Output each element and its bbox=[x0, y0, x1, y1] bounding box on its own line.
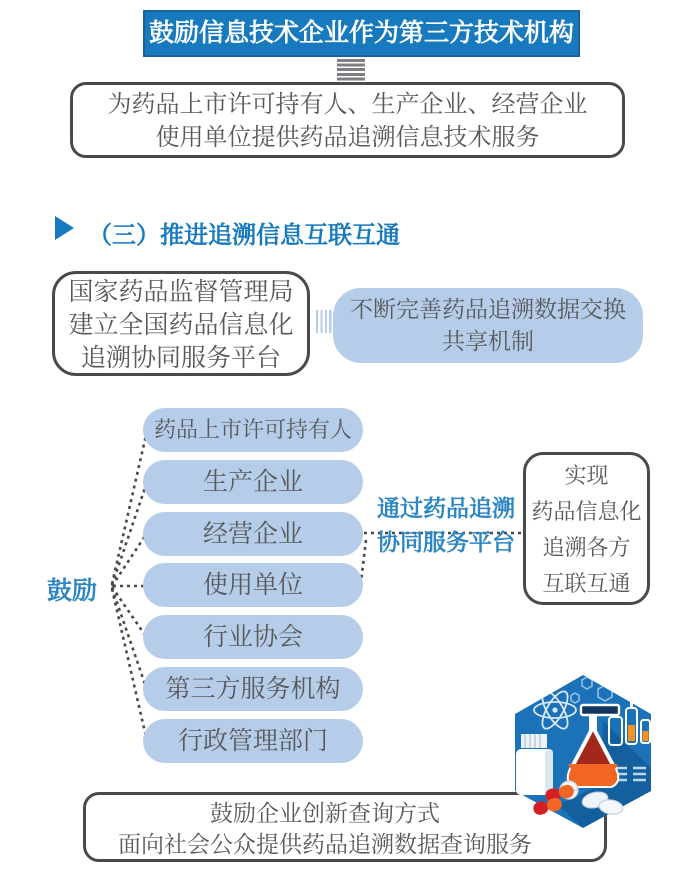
atom-icon bbox=[534, 688, 576, 732]
pill-bottle-icon bbox=[516, 734, 553, 795]
achieve-line-3: 追溯各方 bbox=[542, 535, 631, 560]
entity-pill: 使用单位 bbox=[143, 563, 363, 607]
ampoule-icon bbox=[609, 701, 650, 745]
intro-line-1: 为药品上市许可持有人、生产企业、经营企业 bbox=[107, 91, 588, 118]
striped-connector-vertical bbox=[337, 59, 365, 82]
achieve-line-2: 药品信息化 bbox=[531, 499, 642, 524]
query-box bbox=[83, 792, 607, 862]
via-platform-label bbox=[377, 491, 527, 559]
query-line-1: 鼓励企业创新查询方式 bbox=[210, 800, 440, 826]
entity-pill: 行政管理部门 bbox=[143, 719, 363, 763]
via-line-1: 通过药品追溯 bbox=[377, 495, 515, 521]
exchange-line-2: 共享机制 bbox=[442, 328, 534, 354]
platform-line-2: 建立全国药品信息化 bbox=[68, 311, 294, 339]
entity-pill: 药品上市许可持有人 bbox=[143, 408, 363, 452]
intro-line-2: 使用单位提供药品追溯信息技术服务 bbox=[155, 124, 540, 151]
achieve-line-1: 实现 bbox=[564, 463, 609, 488]
via-line-2: 协同服务平台 bbox=[377, 529, 515, 555]
entity-pill: 第三方服务机构 bbox=[143, 667, 363, 711]
section-arrow-icon bbox=[55, 216, 74, 240]
molecule-icon bbox=[571, 677, 612, 703]
platform-box bbox=[52, 271, 310, 376]
platform-line-1: 国家药品监督管理局 bbox=[68, 278, 294, 306]
flask-icon bbox=[568, 705, 619, 786]
intro-box bbox=[70, 82, 625, 158]
striped-connector-horizontal bbox=[316, 310, 333, 333]
header-banner: 鼓励信息技术企业作为第三方技术机构 bbox=[143, 10, 580, 57]
platform-line-3: 追溯协同服务平台 bbox=[80, 344, 281, 372]
entity-pill: 生产企业 bbox=[143, 460, 363, 504]
entity-pill: 行业协会 bbox=[143, 615, 363, 659]
exchange-box bbox=[333, 288, 643, 363]
exchange-line-1: 不断完善药品追溯数据交换 bbox=[350, 296, 626, 322]
list-lines bbox=[613, 768, 646, 780]
encourage-label: 鼓励 bbox=[47, 577, 98, 605]
query-line-2: 面向社会公众提供药品追溯数据查询服务 bbox=[118, 831, 532, 857]
entity-list bbox=[143, 408, 363, 763]
achieve-line-4: 互联互通 bbox=[542, 571, 631, 596]
section-title: （三）推进追溯信息互联互通 bbox=[88, 222, 400, 249]
entity-pill: 经营企业 bbox=[143, 512, 363, 556]
achieve-box bbox=[523, 452, 650, 605]
